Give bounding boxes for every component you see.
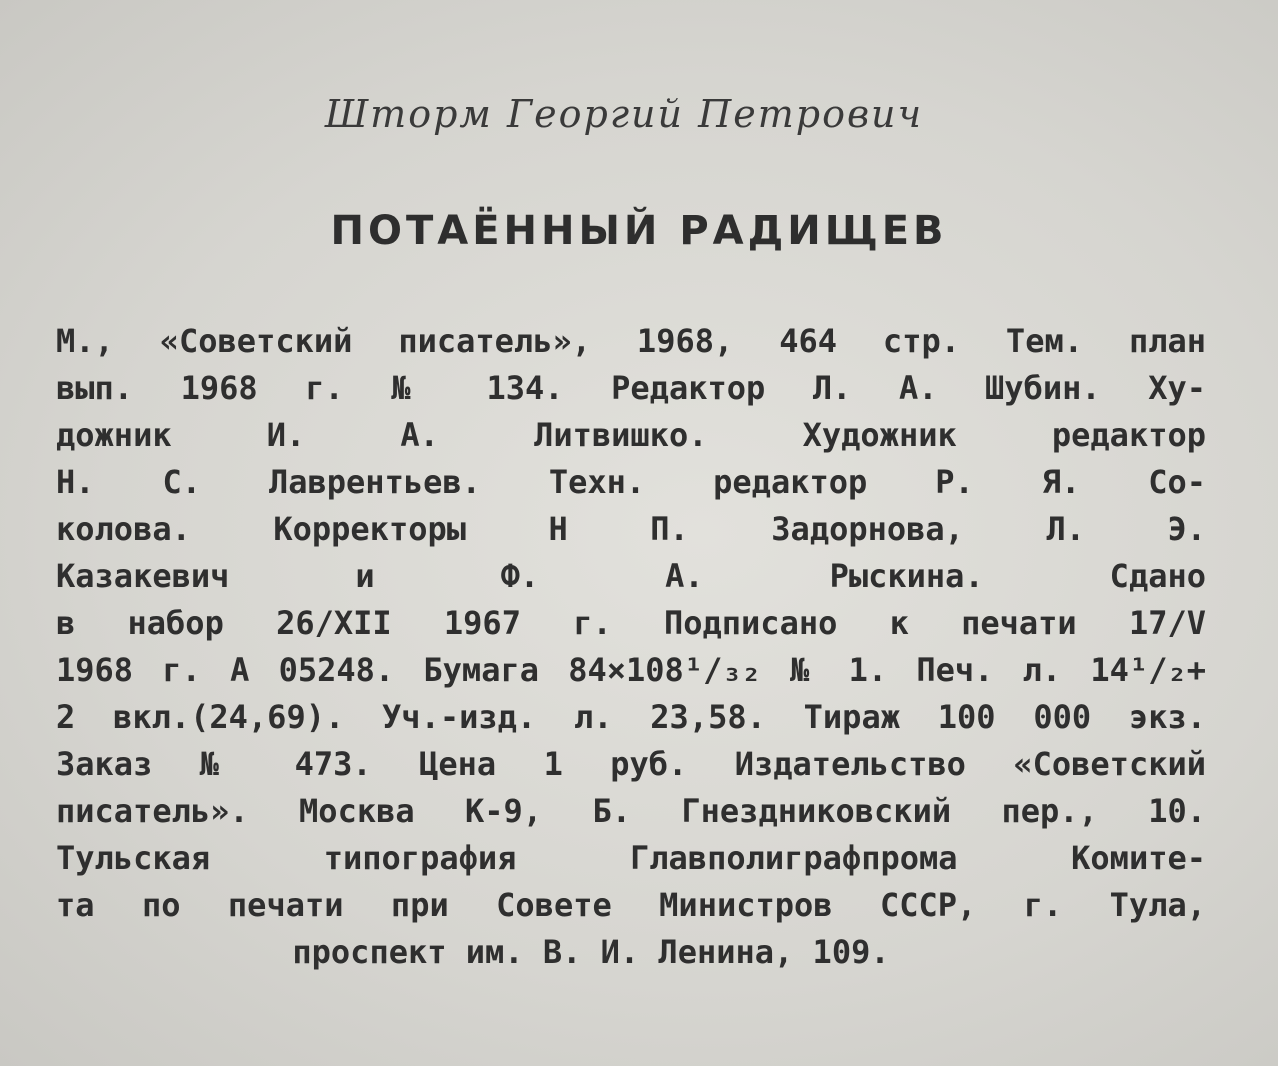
- imprint-line: вып. 1968 г. № 134. Редактор Л. А. Шубин. Ху-: [56, 369, 1206, 407]
- imprint-line: колова. Корректоры Н П. Задорнова, Л. Э.: [56, 510, 1206, 548]
- imprint-line: 2 вкл.(24,69). Уч.-изд. л. 23,58. Тираж 100 000 экз.: [56, 698, 1206, 736]
- imprint-line: дожник И. А. Литвишко. Художник редактор: [56, 416, 1206, 454]
- imprint-line: та по печати при Совете Министров СССР, г. Тула,: [56, 886, 1206, 924]
- book-title: ПОТАЁННЫЙ РАДИЩЕВ: [330, 208, 948, 254]
- imprint-line: Тульская типография Главполиграфпрома Комите-: [56, 839, 1206, 877]
- imprint-line: М., «Советский писатель», 1968, 464 стр. Тем. план: [56, 322, 1206, 360]
- imprint-line: Заказ № 473. Цена 1 руб. Издательство «Советский: [56, 745, 1206, 783]
- imprint-block: [56, 318, 1206, 976]
- imprint-line: писатель». Москва К-9, Б. Гнездниковский пер., 10.: [56, 792, 1206, 830]
- imprint-line: Казакевич и Ф. А. Рыскина. Сдано: [56, 557, 1206, 595]
- imprint-line: 1968 г. А 05248. Бумага 84×108¹/₃₂ № 1. Печ. л. 14¹/₂+: [56, 651, 1206, 689]
- author-name: Шторм Георгий Петрович: [324, 92, 924, 136]
- imprint-line: Н. С. Лаврентьев. Техн. редактор Р. Я. Со-: [56, 463, 1206, 501]
- imprint-line: проспект им. В. И. Ленина, 109.: [292, 933, 890, 971]
- imprint-line: в набор 26/XII 1967 г. Подписано к печати 17/V: [56, 604, 1206, 642]
